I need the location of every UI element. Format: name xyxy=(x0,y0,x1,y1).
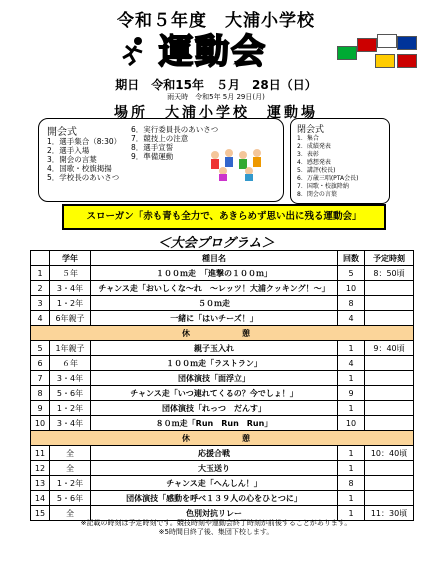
table-cell: 3・4年 xyxy=(50,416,91,431)
table-cell: 3 xyxy=(31,296,50,311)
closing-heading: 閉会式 xyxy=(297,125,325,135)
table-cell: 団体演技「面浮立」 xyxy=(91,371,338,386)
table-cell: 14 xyxy=(31,491,50,506)
table-cell: 5・6年 xyxy=(50,491,91,506)
table-cell: 3・4年 xyxy=(50,281,91,296)
table-cell xyxy=(365,371,414,386)
column-header: 予定時刻 xyxy=(365,251,414,266)
table-cell xyxy=(365,491,414,506)
list-item: 9．準備運動 xyxy=(131,152,174,161)
list-item: 3．開会の言葉 xyxy=(47,155,97,164)
table-row xyxy=(31,446,414,461)
table-cell: ５年 xyxy=(50,266,91,281)
note-text: ※5時間目終了後、集団下校します。 xyxy=(158,528,274,536)
table-row xyxy=(31,266,414,281)
flag-icon xyxy=(357,38,377,52)
table-cell: 5 xyxy=(338,266,365,281)
page-title: 令和５年度 大浦小学校 xyxy=(117,11,315,31)
table-cell xyxy=(365,401,414,416)
table-header-row xyxy=(31,251,414,266)
column-header: 回数 xyxy=(338,251,365,266)
list-item: 4．感想発表 xyxy=(297,159,331,166)
table-cell: 1 xyxy=(31,266,50,281)
list-item: 1．選手集合（8:30） xyxy=(47,137,122,146)
flags-icon xyxy=(335,32,427,74)
list-item: 2．選手入場 xyxy=(47,146,90,155)
table-cell: 4 xyxy=(31,311,50,326)
table-cell: 10 xyxy=(338,416,365,431)
table-cell: １００ｍ走「ラストラン」 xyxy=(91,356,338,371)
note-text: ※記載の時刻は予定時刻です。競技時刻や運動会終了時刻が前後することがあります。 xyxy=(80,519,352,527)
table-row xyxy=(31,356,414,371)
closing-list xyxy=(297,135,358,199)
table-cell: 10：40頃 xyxy=(365,446,414,461)
table-cell xyxy=(365,461,414,476)
table-cell: 1・2年 xyxy=(50,476,91,491)
table-cell: 9 xyxy=(338,386,365,401)
break-label: 休 憩 xyxy=(31,431,414,446)
column-header: 学年 xyxy=(50,251,91,266)
table-cell: チャンス走「いつ連れてくるの？今でしょ！」 xyxy=(91,386,338,401)
table-cell: 6年親子 xyxy=(50,311,91,326)
table-cell: ８０ｍ走「Run Run Run」 xyxy=(91,416,338,431)
event-date: 期日 令和15年 ５月 28日（日） xyxy=(115,78,317,92)
column-header xyxy=(31,251,50,266)
opening-list-left xyxy=(47,137,121,182)
flag-icon xyxy=(397,54,417,68)
table-cell: 1・2年 xyxy=(50,401,91,416)
table-cell: 1 xyxy=(338,506,365,521)
table-cell: １００ｍ走 「進撃の１００ｍ」 xyxy=(91,266,338,281)
table-cell: 11：30頃 xyxy=(365,506,414,521)
table-row xyxy=(31,281,414,296)
table-cell: 全 xyxy=(50,506,91,521)
flag-icon xyxy=(397,36,417,50)
table-row xyxy=(31,371,414,386)
table-cell: 8 xyxy=(31,386,50,401)
table-cell: ５０ｍ走 xyxy=(91,296,338,311)
list-item: 5．学校長のあいさつ xyxy=(47,173,120,182)
flag-icon xyxy=(375,54,395,68)
table-cell xyxy=(365,416,414,431)
table-cell: 6 xyxy=(31,356,50,371)
break-row xyxy=(31,431,414,446)
table-cell: 大玉送り xyxy=(91,461,338,476)
table-cell: チャンス走「おいしくな〜れ 〜レッツ！大浦クッキング！〜」 xyxy=(91,281,338,296)
table-cell: 一緒に「はいチーズ！」 xyxy=(91,311,338,326)
slogan-banner: スローガン「赤も青も全力で、あきらめず思い出に残る運動会」 xyxy=(62,204,386,230)
program-table xyxy=(30,250,414,521)
flag-icon xyxy=(377,34,397,48)
table-cell: 13 xyxy=(31,476,50,491)
table-cell: 全 xyxy=(50,446,91,461)
table-cell xyxy=(365,281,414,296)
table-cell: 2 xyxy=(31,281,50,296)
table-cell: チャンス走「へんしん！」 xyxy=(91,476,338,491)
table-cell: 1 xyxy=(338,491,365,506)
table-cell: 団体演技「れっつ だんす」 xyxy=(91,401,338,416)
table-cell: 7 xyxy=(31,371,50,386)
table-cell: 4 xyxy=(338,356,365,371)
table-row xyxy=(31,416,414,431)
table-cell xyxy=(365,296,414,311)
list-item: 8．選手宣誓 xyxy=(131,143,174,152)
table-cell: 色別対抗リレー xyxy=(91,506,338,521)
program-subtitle: ＜大会プログラム＞ xyxy=(157,236,275,251)
table-cell: 1 xyxy=(338,371,365,386)
table-cell: 11 xyxy=(31,446,50,461)
opening-list-right xyxy=(131,125,218,161)
table-row xyxy=(31,386,414,401)
table-cell: 3・4年 xyxy=(50,371,91,386)
table-cell: 応援合戦 xyxy=(91,446,338,461)
list-item: 6．実行委員長のあいさつ xyxy=(131,125,219,134)
list-item: 8．閉会の言葉 xyxy=(297,191,337,198)
list-item: 5．講評(校長) xyxy=(297,167,336,174)
table-cell: 団体演技「感動を呼べ１３９人の心をひとつに」 xyxy=(91,491,338,506)
table-cell: 1・2年 xyxy=(50,296,91,311)
table-cell: 1年親子 xyxy=(50,341,91,356)
table-cell xyxy=(365,356,414,371)
table-row xyxy=(31,341,414,356)
table-row xyxy=(31,296,414,311)
table-cell: 8 xyxy=(338,296,365,311)
list-item: 7．国歌・校旗降納 xyxy=(297,183,349,190)
list-item: 4．国歌・校旗掲揚 xyxy=(47,164,112,173)
table-cell: 親子玉入れ xyxy=(91,341,338,356)
table-cell xyxy=(365,386,414,401)
table-cell: 1 xyxy=(338,401,365,416)
table-cell xyxy=(365,476,414,491)
list-item: 3．表彰 xyxy=(297,151,319,158)
table-cell: 12 xyxy=(31,461,50,476)
table-cell: 8 xyxy=(338,476,365,491)
table-cell: 1 xyxy=(338,341,365,356)
list-item: 7．競技上の注意 xyxy=(131,134,189,143)
opening-ceremony-box xyxy=(38,118,284,202)
break-row xyxy=(31,326,414,341)
table-row xyxy=(31,476,414,491)
table-cell: 9 xyxy=(31,401,50,416)
table-row xyxy=(31,461,414,476)
table-cell: 9：40頃 xyxy=(365,341,414,356)
footnotes xyxy=(0,519,432,537)
flag-icon xyxy=(337,46,357,60)
closing-ceremony-box xyxy=(290,118,390,204)
table-cell: 全 xyxy=(50,461,91,476)
list-item: 6．万歳三唱(PTA会長) xyxy=(297,175,359,182)
break-label: 休 憩 xyxy=(31,326,414,341)
table-cell: 8：50頃 xyxy=(365,266,414,281)
list-item: 2．成績発表 xyxy=(297,143,331,150)
children-illustration-icon xyxy=(207,147,271,181)
rain-date: 雨天時 令和5年 5月 29日(月) xyxy=(167,93,265,101)
table-cell: 1 xyxy=(338,446,365,461)
table-cell: 10 xyxy=(31,416,50,431)
table-cell: 10 xyxy=(338,281,365,296)
table-cell: 15 xyxy=(31,506,50,521)
table-cell: ６年 xyxy=(50,356,91,371)
table-row xyxy=(31,401,414,416)
event-place: 場所 大浦小学校 運動場 xyxy=(114,105,318,121)
table-cell: 5・6年 xyxy=(50,386,91,401)
table-row xyxy=(31,491,414,506)
opening-heading: 開会式 xyxy=(47,127,77,138)
table-row xyxy=(31,311,414,326)
table-cell: 4 xyxy=(338,311,365,326)
table-cell xyxy=(365,311,414,326)
list-item: 1．集合 xyxy=(297,135,319,142)
table-cell: 1 xyxy=(338,461,365,476)
table-cell: 5 xyxy=(31,341,50,356)
banner-block xyxy=(108,30,318,74)
banner-title: 運動会 xyxy=(159,32,267,72)
column-header: 種目名 xyxy=(91,251,338,266)
